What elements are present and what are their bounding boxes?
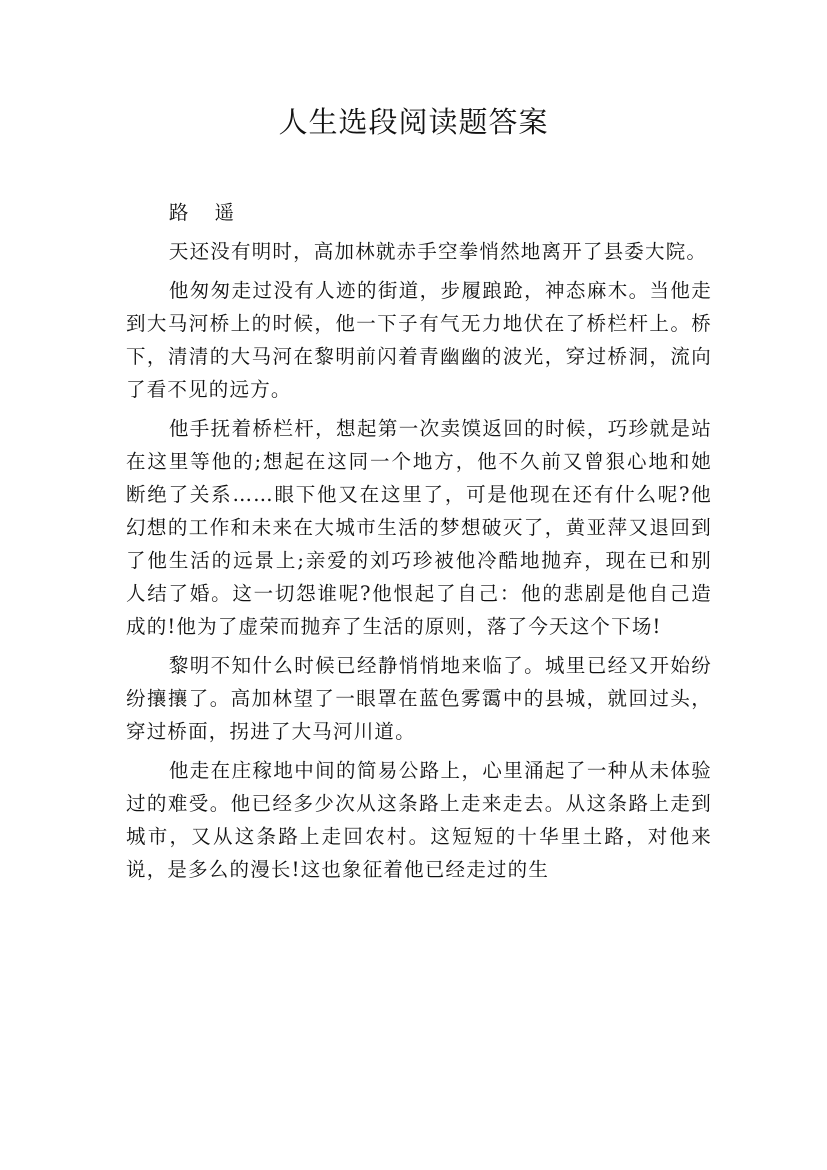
- document-title: 人生选段阅读题答案: [278, 105, 549, 139]
- section-heading: 路 遥: [168, 201, 245, 224]
- paragraph: 天还没有明时，高加林就赤手空拳悄然地离开了县委大院。: [168, 240, 708, 263]
- document-body: [126, 196, 712, 892]
- paragraph: 他匆匆走过没有人迹的街道，步履踉跄，神态麻木。当他走到大马河桥上的时候，他一下子有气无力地伏在了桥栏杆上。桥下，清清的大马河在黎明前闪着青幽幽的波光，穿过桥洞，流向了看不见的远方。: [126, 279, 712, 401]
- paragraph: 他走在庄稼地中间的简易公路上，心里涌起了一种从未体验过的难受。他已经多少次从这条路上走来走去。从这条路上走到城市，又从这条路上走回农村。这短短的十华里土路，对他来说，是多么的漫长!这也象征着他已经走过的生: [126, 759, 712, 881]
- paragraph: 他手抚着桥栏杆，想起第一次卖馍返回的时候，巧珍就是站在这里等他的;想起在这同一个地方，他不久前又曾狠心地和她断绝了关系……眼下他又在这里了，可是他现在还有什么呢?他幻想的工作和未来在大城市生活的梦想破灭了，黄亚萍又退回到了他生活的远景上;亲爱的刘巧珍被他冷酷地抛弃，现在已和别人结了婚。这一切怨谁呢?他恨起了自己：他的悲剧是他自己造成的!他为了虚荣而抛弃了生活的原则，落了今天这个下场!: [126, 417, 712, 638]
- paragraph: 黎明不知什么时候已经静悄悄地来临了。城里已经又开始纷纷攘攘了。高加林望了一眼罩在蓝色雾霭中的县城，就回过头，穿过桥面，拐进了大马河川道。: [126, 654, 712, 743]
